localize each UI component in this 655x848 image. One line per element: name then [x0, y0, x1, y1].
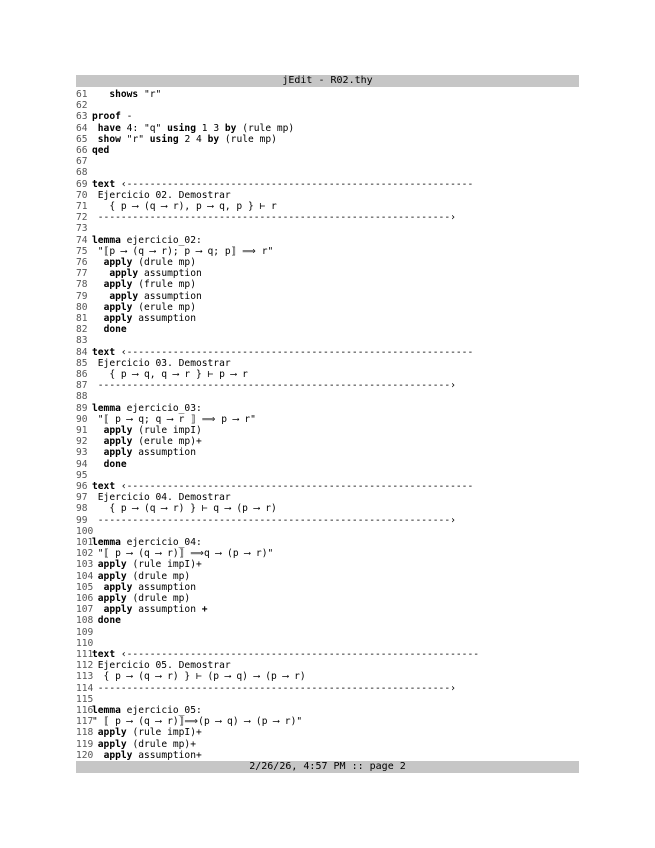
keyword-token: apply	[103, 436, 133, 448]
code-text: Ejercicio 04. Demostrar	[92, 492, 231, 504]
code-text	[92, 425, 104, 436]
line-number: 119	[76, 738, 94, 750]
code-text: { p ⟶ (q ⟶ r) } ⊢ (p ⟶ q) ⟶ (p ⟶ r)	[92, 671, 306, 683]
code-text: (drule mp)	[126, 593, 191, 604]
code-text: (rule mp)	[236, 122, 295, 134]
code-line	[76, 414, 579, 425]
code-text: assumption	[132, 313, 196, 324]
keyword-token: using	[149, 133, 179, 145]
line-number: 82	[76, 324, 88, 336]
line-number: 115	[76, 693, 94, 705]
code-line	[76, 503, 579, 514]
keyword-token: +	[201, 604, 208, 616]
code-text	[92, 302, 104, 313]
code-line	[76, 447, 579, 458]
line-number: 103	[76, 559, 94, 571]
keyword-token: apply	[103, 447, 133, 459]
code-text: (rule impI)	[132, 425, 202, 436]
line-number: 80	[76, 301, 88, 313]
line-number: 117	[76, 716, 94, 728]
keyword-token: proof	[92, 111, 121, 123]
line-number: 88	[76, 391, 88, 403]
code-text: ejercicio_03:	[120, 402, 202, 414]
line-number: 104	[76, 570, 94, 582]
line-number: 91	[76, 425, 88, 436]
code-line	[76, 134, 579, 145]
code-line	[76, 515, 579, 526]
code-line	[76, 638, 579, 649]
code-text: (erule mp)	[132, 301, 196, 313]
code-text	[92, 89, 109, 100]
line-number: 81	[76, 313, 88, 324]
code-line	[76, 156, 579, 167]
line-number: 68	[76, 167, 88, 179]
code-text	[92, 750, 104, 761]
keyword-token: using	[167, 122, 196, 134]
code-line	[76, 526, 579, 537]
code-text: (drule mp)	[126, 570, 191, 582]
code-text: (drule mp)+	[126, 738, 196, 750]
code-text: assumption+	[132, 749, 202, 761]
line-number: 69	[76, 178, 88, 190]
line-number: 89	[76, 402, 88, 414]
line-number: 87	[76, 380, 88, 392]
keyword-token: apply	[97, 559, 127, 571]
code-line	[76, 380, 579, 391]
code-text: assumption	[138, 290, 202, 302]
code-text	[92, 459, 104, 470]
code-text: Ejercicio 02. Demostrar	[92, 189, 231, 201]
code-text: ejercicio_04:	[120, 537, 202, 548]
code-line	[76, 481, 579, 492]
keyword-token: apply	[97, 738, 127, 750]
line-number: 113	[76, 671, 94, 683]
code-line	[76, 548, 579, 559]
line-number: 107	[76, 604, 94, 616]
code-line	[76, 470, 579, 481]
code-line	[76, 257, 579, 268]
line-number: 66	[76, 145, 88, 156]
code-text: assumption	[132, 581, 196, 593]
code-text	[92, 268, 109, 279]
line-number: 118	[76, 727, 94, 739]
keyword-token: lemma	[92, 234, 121, 246]
code-line	[76, 111, 579, 122]
code-line	[76, 123, 579, 134]
code-text	[92, 604, 104, 615]
line-number: 72	[76, 212, 88, 224]
keyword-token: apply	[97, 570, 127, 582]
code-line	[76, 235, 579, 246]
line-number: 92	[76, 436, 88, 448]
code-text: ‹-------------------------------------------------------------	[115, 649, 479, 660]
line-number: 93	[76, 447, 88, 459]
line-number: 85	[76, 357, 88, 369]
code-line	[76, 201, 579, 212]
code-text	[92, 582, 104, 593]
line-number: 84	[76, 346, 88, 358]
code-text: assumption	[132, 604, 202, 616]
line-number: 79	[76, 290, 88, 302]
code-text: { p ⟶ (q ⟶ r) } ⊢ q ⟶ (p ⟶ r)	[92, 503, 277, 515]
code-text: { p ⟶ (q ⟶ r), p ⟶ q, p } ⊢ r	[92, 201, 277, 212]
line-number: 96	[76, 481, 88, 492]
code-text: (rule impI)+	[126, 727, 202, 739]
window-title-bar: jEdit - R02.thy	[76, 75, 579, 87]
code-text: (frule mp)	[132, 279, 196, 291]
line-number: 63	[76, 111, 88, 123]
code-line	[76, 313, 579, 324]
code-line	[76, 223, 579, 234]
code-line	[76, 705, 579, 716]
code-line	[76, 100, 579, 111]
keyword-token: lemma	[92, 402, 121, 414]
line-number: 114	[76, 682, 94, 694]
line-number: 112	[76, 660, 94, 672]
code-text	[92, 257, 104, 268]
code-text: (drule mp)	[132, 257, 196, 268]
line-number: 73	[76, 223, 88, 235]
keyword-token: text	[92, 649, 116, 660]
code-line	[76, 459, 579, 470]
line-number: 95	[76, 469, 88, 481]
code-text	[92, 279, 104, 290]
line-number: 64	[76, 122, 88, 134]
code-text: 1 3	[196, 122, 225, 134]
line-number: 101	[76, 537, 94, 548]
keyword-token: done	[97, 615, 121, 627]
line-number: 83	[76, 335, 88, 347]
line-number: 78	[76, 279, 88, 291]
code-text: ‹------------------------------------------------------------	[115, 178, 474, 190]
line-number: 71	[76, 201, 88, 212]
code-text: assumption	[132, 447, 196, 459]
keyword-token: apply	[109, 290, 139, 302]
line-number: 120	[76, 749, 94, 761]
line-number: 108	[76, 615, 94, 627]
line-number: 109	[76, 626, 94, 638]
code-line	[76, 268, 579, 279]
code-text: ejercicio_02:	[120, 234, 202, 246]
code-text: -------------------------------------------------------------›	[92, 514, 456, 526]
keyword-token: text	[92, 481, 116, 492]
code-text: -------------------------------------------------------------›	[92, 212, 456, 224]
code-line	[76, 739, 579, 750]
keyword-token: apply	[103, 301, 133, 313]
line-number: 102	[76, 548, 94, 560]
code-line	[76, 302, 579, 313]
code-line	[76, 335, 579, 346]
code-line	[76, 537, 579, 548]
line-number: 116	[76, 705, 94, 716]
keyword-token: apply	[103, 313, 133, 324]
code-text: -------------------------------------------------------------›	[92, 682, 456, 694]
keyword-token: have	[97, 122, 121, 134]
keyword-token: apply	[97, 593, 127, 604]
code-line	[76, 369, 579, 380]
code-line	[76, 358, 579, 369]
code-line	[76, 436, 579, 447]
code-line	[76, 582, 579, 593]
code-text: "⟦p ⟶ (q ⟶ r); p ⟶ q; p⟧ ⟹ r"	[92, 245, 274, 257]
code-line	[76, 716, 579, 727]
keyword-token: qed	[92, 145, 110, 156]
code-text: (rule impI)+	[126, 559, 202, 571]
line-number: 86	[76, 369, 88, 380]
code-text	[92, 291, 109, 302]
code-text	[92, 324, 104, 335]
code-text	[92, 436, 104, 447]
code-text: assumption	[138, 268, 202, 280]
keyword-token: done	[103, 324, 127, 336]
keyword-token: apply	[103, 604, 133, 616]
code-text: { p ⟶ q, q ⟶ r } ⊢ p ⟶ r	[92, 369, 248, 380]
keyword-token: show	[97, 133, 121, 145]
code-line	[76, 391, 579, 402]
code-text	[92, 313, 104, 324]
code-text: (rule mp)	[219, 133, 277, 145]
line-number: 65	[76, 133, 88, 145]
line-number: 77	[76, 268, 88, 280]
keyword-token: apply	[109, 268, 139, 280]
code-text: Ejercicio 05. Demostrar	[92, 660, 231, 672]
code-line	[76, 167, 579, 178]
code-line	[76, 571, 579, 582]
keyword-token: apply	[103, 425, 133, 436]
keyword-token: shows	[109, 89, 139, 100]
code-line	[76, 145, 579, 156]
line-number: 62	[76, 100, 88, 112]
code-text: "⟦ p ⟶ (q ⟶ r)⟧ ⟹q ⟶ (p ⟶ r)"	[92, 548, 274, 560]
page-footer: 2/26/26, 4:57 PM :: page 2	[76, 761, 579, 773]
code-line	[76, 347, 579, 358]
code-line	[76, 649, 579, 660]
line-number: 110	[76, 637, 94, 649]
code-text: ejercicio_05:	[120, 705, 202, 716]
code-line	[76, 246, 579, 257]
keyword-token: apply	[103, 581, 133, 593]
line-number: 98	[76, 503, 88, 515]
code-line	[76, 89, 579, 100]
keyword-token: by	[207, 133, 220, 145]
line-number: 97	[76, 492, 88, 504]
code-text: -	[120, 111, 133, 123]
code-line	[76, 179, 579, 190]
keyword-token: by	[224, 122, 237, 134]
line-number: 100	[76, 525, 94, 537]
code-line	[76, 403, 579, 414]
keyword-token: apply	[103, 279, 133, 291]
code-line	[76, 627, 579, 638]
code-line	[76, 593, 579, 604]
code-line	[76, 604, 579, 615]
code-area	[76, 89, 579, 761]
line-number: 106	[76, 593, 94, 604]
code-text: 4: "q"	[120, 122, 168, 134]
line-number: 75	[76, 245, 88, 257]
line-number: 90	[76, 413, 88, 425]
code-line	[76, 683, 579, 694]
code-line	[76, 279, 579, 290]
keyword-token: apply	[103, 749, 133, 761]
keyword-token: apply	[103, 257, 133, 268]
code-text: "r"	[138, 89, 162, 100]
code-text: " ⟦ p ⟶ (q ⟶ r)⟧⟹(p ⟶ q) ⟶ (p ⟶ r)"	[92, 716, 303, 728]
code-line	[76, 291, 579, 302]
code-text: "r"	[120, 133, 150, 145]
code-line	[76, 671, 579, 682]
code-line	[76, 660, 579, 671]
line-number: 76	[76, 257, 88, 268]
code-line	[76, 492, 579, 503]
keyword-token: text	[92, 178, 116, 190]
line-number: 105	[76, 581, 94, 593]
line-number: 111	[76, 649, 94, 660]
code-line	[76, 212, 579, 223]
code-line	[76, 615, 579, 626]
code-text: Ejercicio 03. Demostrar	[92, 357, 231, 369]
code-text: "⟦ p ⟶ q; q ⟶ r ⟧ ⟹ p ⟶ r"	[92, 413, 256, 425]
code-text: ‹------------------------------------------------------------	[115, 346, 474, 358]
code-line	[76, 559, 579, 570]
code-text: (erule mp)+	[132, 436, 202, 448]
line-number: 94	[76, 458, 88, 470]
code-text: -------------------------------------------------------------›	[92, 380, 456, 392]
code-line	[76, 694, 579, 705]
line-number: 61	[76, 89, 88, 100]
line-number: 67	[76, 156, 88, 168]
keyword-token: apply	[97, 727, 127, 739]
line-number: 99	[76, 514, 88, 526]
line-number: 74	[76, 234, 88, 246]
keyword-token: text	[92, 346, 116, 358]
code-line	[76, 425, 579, 436]
code-text: 2 4	[178, 133, 208, 145]
code-text	[92, 447, 104, 458]
code-line	[76, 190, 579, 201]
code-line	[76, 727, 579, 738]
line-number: 70	[76, 189, 88, 201]
keyword-token: lemma	[92, 537, 121, 548]
code-line	[76, 324, 579, 335]
code-text: ‹------------------------------------------------------------	[115, 481, 474, 492]
keyword-token: lemma	[92, 705, 121, 716]
keyword-token: done	[103, 458, 127, 470]
code-line	[76, 750, 579, 761]
